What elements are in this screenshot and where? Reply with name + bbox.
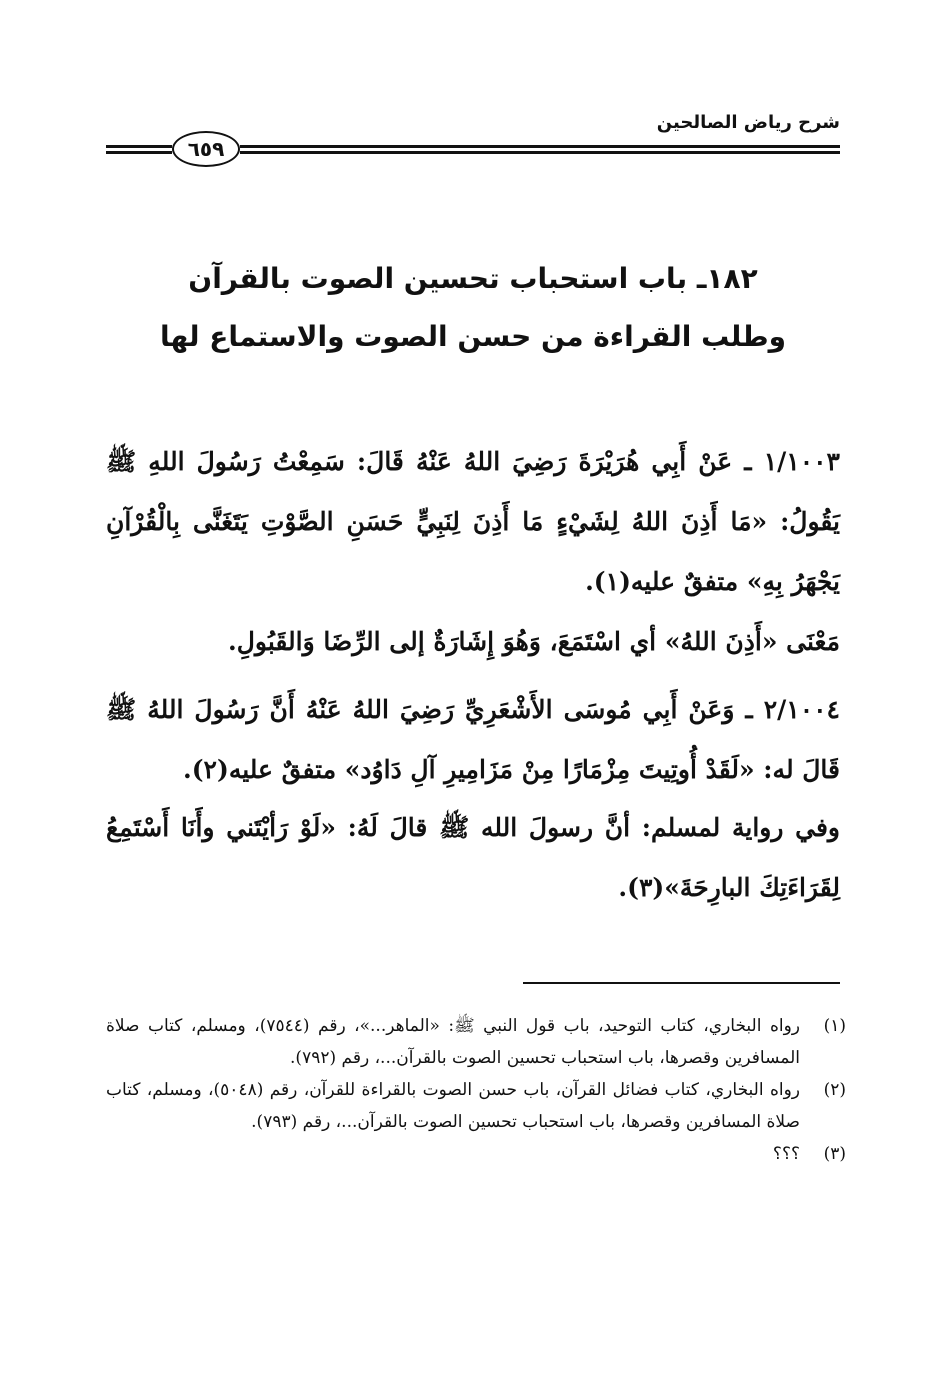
chapter-title-line-2: وطلب القراءة من حسن الصوت والاستماع لها <box>160 320 786 353</box>
footnote-number: (١) <box>823 1016 846 1036</box>
footnote-text: رواه البخاري، كتاب التوحيد، باب قول النبي ﷺ: «الماهر...»، رقم (٧٥٤٤)، ومسلم، كتاب صلاة المسافرين وقصرها، باب استحباب تحسين الصوت بالقرآن...، رقم (٧٩٢). <box>106 1016 800 1068</box>
footnotes <box>106 1010 846 1170</box>
explanation-paragraph: مَعْنَى «أَذِنَ اللهُ» أي اسْتَمَعَ، وَهُوَ إِشَارَةٌ إلى الرِّضَا وَالقَبُولِ. <box>228 627 840 656</box>
header-rule-left <box>106 145 172 154</box>
hadith-1003: ١/١٠٠٣ ـ عَنْ أَبِي هُرَيْرَةَ رَضِيَ اللهُ عَنْهُ قَالَ: سَمِعْتُ رَسُولَ اللهِ ﷺ يَقُولُ: «مَا أَذِنَ اللهُ لِشَيْءٍ مَا أَذِنَ لِنَبِيٍّ حَسَنِ الصَّوْتِ يَتَغَنَّى بِالْقُرْآنِ يَجْهَرُ بِهِ» متفقٌ عليه(١). <box>106 447 840 596</box>
footnote-text: رواه البخاري، كتاب فضائل القرآن، باب حسن الصوت بالقراءة للقرآن، رقم (٥٠٤٨)، ومسلم، كتاب صلاة المسافرين وقصرها، باب استحباب تحسين الصوت بالقرآن...، رقم (٧٩٣). <box>106 1080 800 1132</box>
footnote-text: ؟؟؟ <box>772 1144 800 1164</box>
muslim-narration: وفي رواية لمسلم: أنَّ رسولَ الله ﷺ قالَ لَهُ: «لَوْ رَأيْتَني وأَنَا أَسْتَمِعُ لِقَرَاءَتِكَ البارِحَةَ»(٣). <box>106 813 840 902</box>
page-number: ٦٥٩ <box>172 131 240 167</box>
footnote-number: (٣) <box>823 1144 846 1164</box>
header-rule-right <box>240 145 840 154</box>
footnote-1 <box>106 1010 846 1074</box>
footnote-2 <box>106 1074 846 1138</box>
chapter-title-line-1: ١٨٢ـ باب استحباب تحسين الصوت بالقرآن <box>188 262 758 295</box>
footnote-number: (٢) <box>823 1080 846 1100</box>
footnote-3 <box>106 1138 846 1170</box>
running-head: شرح رياض الصالحين <box>656 112 840 133</box>
footnote-separator <box>523 982 840 984</box>
hadith-1004: ٢/١٠٠٤ ـ وَعَنْ أَبِي مُوسَى الأَشْعَرِيِّ رَضِيَ اللهُ عَنْهُ أَنَّ رَسُولَ اللهُ ﷺ قَالَ له: «لَقَدْ أُوتِيتَ مِزْمَارًا مِنْ مَزَامِيرِ آلِ دَاوُد» متفقٌ عليه(٢). <box>106 695 840 784</box>
